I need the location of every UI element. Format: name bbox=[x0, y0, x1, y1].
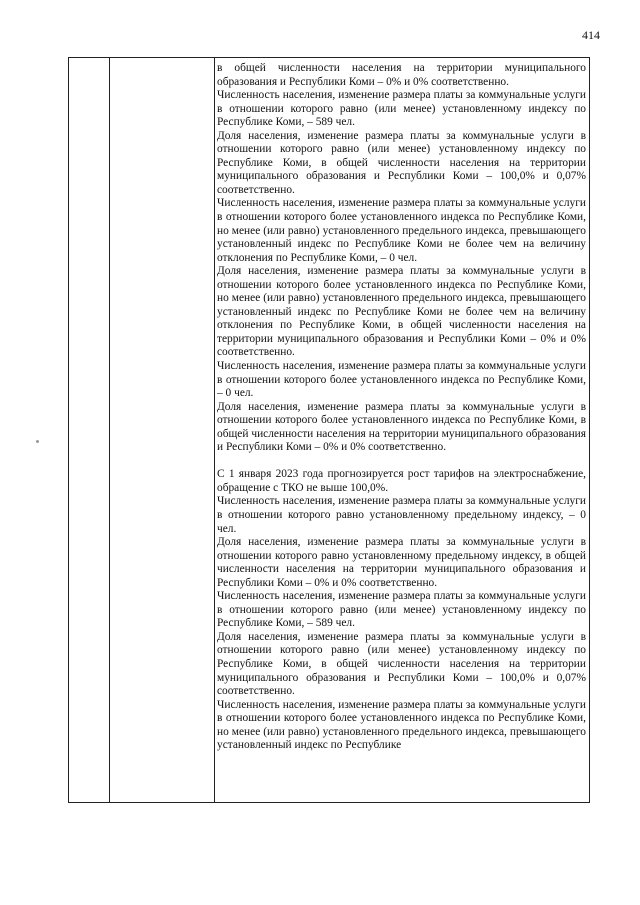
document-table bbox=[68, 57, 590, 803]
paragraph: Доля населения, изменение размера платы за коммунальные услуги в отношении которого равно (или менее) установленному индексу по Республике Коми, в общей численности населения на территории муниципального образования и Республики Коми – 100,0% и 0,07% соответственно. bbox=[217, 630, 586, 698]
paragraph: Доля населения, изменение размера платы за коммунальные услуги в отношении которого равно установленному предельному индексу, в общей численности населения на территории муниципального образования и Республики Коми – 0% и 0% соответственно. bbox=[217, 536, 586, 589]
paragraph: Доля населения, изменение размера платы за коммунальные услуги в отношении которого более установленного индекса по Республике Коми, в общей численности населения на территории муниципального образования и Республики Коми – 0% и 0% соответственно. bbox=[217, 400, 586, 454]
page-number: 414 bbox=[582, 28, 600, 42]
column-divider-2 bbox=[214, 58, 215, 802]
column-divider-1 bbox=[109, 58, 110, 802]
paragraph: С 1 января 2023 года прогнозируется рост тарифов на электроснабжение, обращение с ТКО не выше 100,0%. bbox=[217, 468, 586, 494]
paragraph: Доля населения, изменение размера платы за коммунальные услуги в отношении которого равно (или менее) установленному индексу по Республике Коми, в общей численности населения на территории муниципального образования и Республики Коми – 100,0% и 0,07% соответственно. bbox=[217, 129, 586, 196]
paragraph: Численность населения, изменение размера платы за коммунальные услуги в отношении которого более установленного индекса по Республике Коми, но менее (или равно) установленного предельного индекса, превышающего установленный индекс по Республике Коми не более чем на величину отклонения по Республике Коми, – 0 чел. bbox=[217, 197, 586, 264]
scan-artifact-dot bbox=[36, 440, 39, 443]
paragraph: Численность населения, изменение размера платы за коммунальные услуги в отношении которого равно установленному предельному индексу, – 0 чел. bbox=[217, 495, 586, 535]
paragraph: Численность населения, изменение размера платы за коммунальные услуги в отношении которого более установленного индекса по Республике Коми, но менее (или равно) установленного предельного индекса, превышающего установленный индекс по Республике bbox=[217, 698, 586, 752]
paragraph: Численность населения, изменение размера платы за коммунальные услуги в отношении которого более установленного индекса по Республике Коми, – 0 чел. bbox=[217, 360, 586, 400]
paragraph: Численность населения, изменение размера платы за коммунальные услуги в отношении которого равно (или менее) установленному индексу по Республике Коми, – 589 чел. bbox=[217, 89, 586, 129]
paragraph: Доля населения, изменение размера платы за коммунальные услуги в отношении которого более установленного индекса по Республике Коми, но менее (или равно) установленного предельного индекса, превышающего установленный индекс по Республике Коми не более чем на величину отклонения по Республике Коми, в общей численности населения на территории муниципального образования и Республики Коми – 0% и 0% соответственно. bbox=[217, 265, 586, 359]
paragraph: Численность населения, изменение размера платы за коммунальные услуги в отношении которого равно (или менее) установленному индексу по Республике Коми, – 589 чел. bbox=[217, 590, 586, 630]
paragraph: в общей численности населения на территории муниципального образования и Республики Коми – 0% и 0% соответственно. bbox=[217, 62, 586, 88]
text-cell bbox=[217, 62, 586, 800]
paragraph-spacer bbox=[217, 455, 586, 469]
